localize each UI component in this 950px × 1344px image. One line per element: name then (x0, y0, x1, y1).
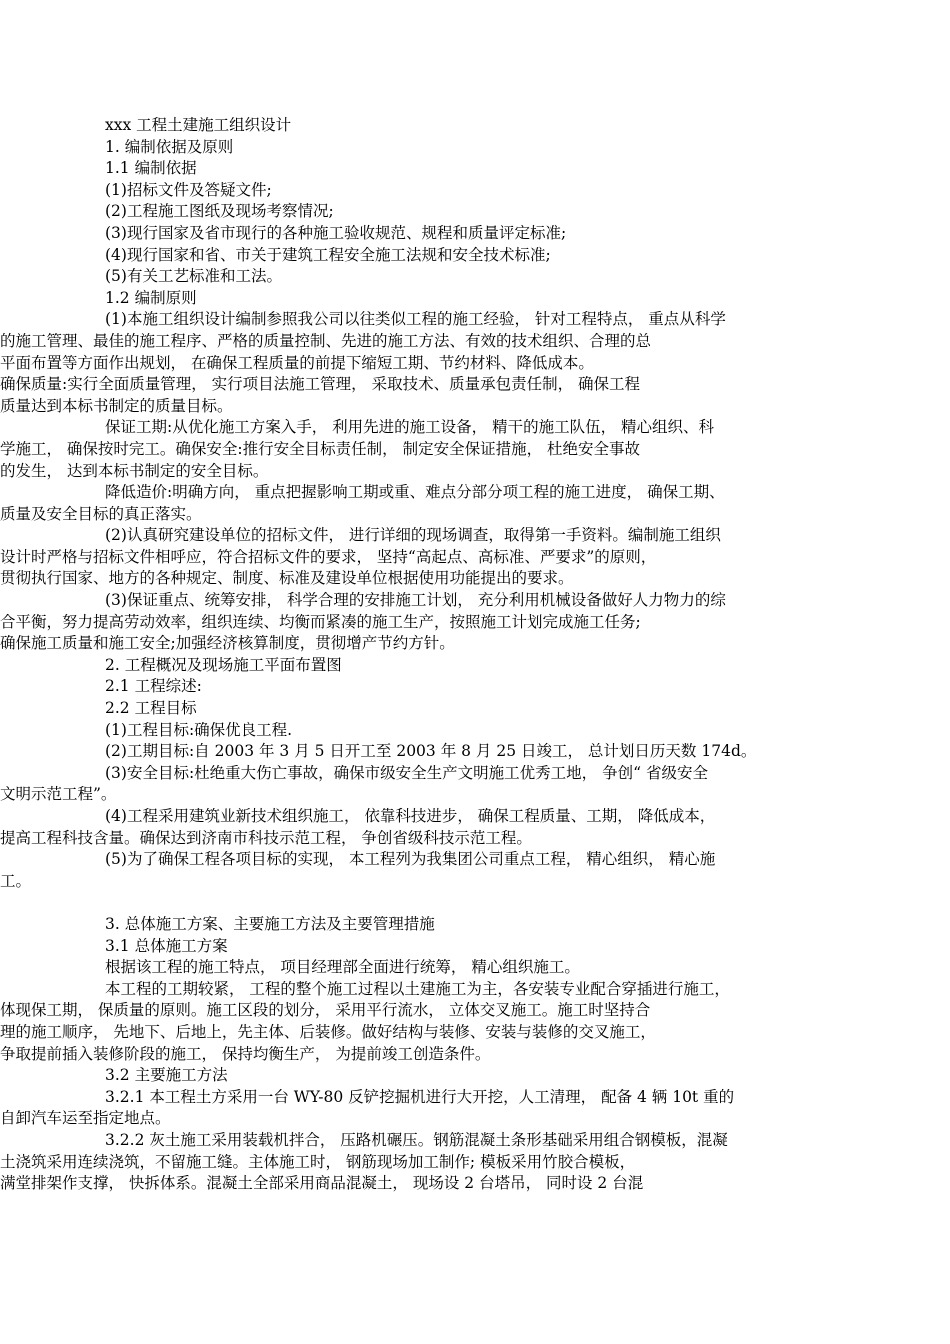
text-line: 的发生， 达到本标书制定的安全目标。 (0, 461, 269, 480)
text-line: (2)工程施工图纸及现场考察情况; (105, 202, 334, 221)
text-line: (3)保证重点、统筹安排， 科学合理的安排施工计划， 充分利用机械设备做好人力物力的综 (105, 591, 726, 610)
text-line: xxx 工程土建施工组织设计 (105, 116, 292, 134)
text-line: (2)工期目标:自 2003 年 3 月 5 日开工至 2003 年 8 月 25 日竣工， 总计划日历天数 174d。 (105, 742, 757, 761)
text-line: 3.2.1 本工程土方采用一台 WY-80 反铲挖掘机进行大开挖，人工清理， 配备 4 辆 10t 重的 (105, 1087, 735, 1106)
text-line: 根据该工程的施工特点， 项目经理部全面进行统筹， 精心组织施工。 (105, 958, 580, 977)
text-line: 贯彻执行国家、地方的各种规定、制度、标准及建设单位根据使用功能提出的要求。 (0, 569, 574, 588)
text-line: (2)认真研究建设单位的招标文件， 进行详细的现场调查，取得第一手资料。编制施工组织 (105, 526, 721, 545)
text-line: 工。 (0, 871, 32, 890)
blank-line (105, 892, 875, 914)
text-line: 学施工， 确保按时完工。确保安全:推行安全目标责任制， 制定安全保证措施， 杜绝安全事故 (0, 439, 641, 458)
text-line: (3)安全目标:杜绝重大伤亡事故，确保市级安全生产文明施工优秀工地， 争创“ 省级安全 (105, 763, 708, 782)
text-line: 体现保工期， 保质量的原则。施工区段的划分， 采用平行流水， 立体交叉施工。施工时坚持合 (0, 1001, 651, 1020)
text-line: 确保施工质量和施工安全;加强经济核算制度，贯彻增产节约方针。 (0, 634, 455, 653)
text-line: 确保质量:实行全面质量管理， 实行项目法施工管理， 采取技术、质量承包责任制， 确保工程 (0, 375, 641, 394)
text-line: 文明示范工程”。 (0, 785, 117, 804)
text-line: 理的施工顺序， 先地下、后地上，先主体、后装修。做好结构与装修、安装与装修的交叉施工， (0, 1022, 656, 1041)
text-line: (1)招标文件及答疑文件; (105, 180, 272, 199)
text-line: 争取提前插入装修阶段的施工， 保持均衡生产， 为提前竣工创造条件。 (0, 1044, 491, 1063)
text-line: (1)工程目标:确保优良工程. (105, 720, 293, 739)
text-line: 3.2.2 灰土施工采用装载机拌合， 压路机碾压。钢筋混凝土条形基础采用组合钢模板，混凝 (105, 1130, 728, 1149)
text-line: (4)现行国家和省、市关于建筑工程安全施工法规和安全技术标准; (105, 245, 551, 264)
text-line: 的施工管理、最佳的施工程序、严格的质量控制、先进的施工方法、有效的技术组织、合理的总 (0, 331, 652, 350)
document-body (0, 115, 875, 1195)
text-line: 质量及安全目标的真正落实。 (0, 504, 202, 523)
text-line: 3.2 主要施工方法 (105, 1066, 228, 1085)
text-line: 3. 总体施工方案、主要施工方法及主要管理措施 (105, 914, 435, 933)
text-line: 平面布置等方面作出规划， 在确保工程质量的前提下缩短工期、节约材料、降低成本。 (0, 353, 594, 372)
text-line: 土浇筑采用连续浇筑，不留施工缝。主体施工时， 钢筋现场加工制作; 模板采用竹胶合模板， (0, 1152, 636, 1171)
text-line: 本工程的工期较紧， 工程的整个施工过程以土建施工为主，各安装专业配合穿插进行施工， (105, 979, 730, 998)
text-line: (1)本施工组织设计编制参照我公司以往类似工程的施工经验， 针对工程特点， 重点从科学 (105, 310, 726, 329)
text-line: 合平衡，努力提高劳动效率，组织连续、均衡而紧凑的施工生产，按照施工计划完成施工任务; (0, 612, 641, 631)
text-line: 满堂排架作支撑， 快拆体系。混凝土全部采用商品混凝土， 现场设 2 台塔吊， 同时设 2 台混 (0, 1174, 644, 1193)
text-line: 2.2 工程目标 (105, 699, 197, 718)
text-line: (5)为了确保工程各项目标的实现， 本工程列为我集团公司重点工程， 精心组织， 精心施 (105, 850, 716, 869)
text-line: (5)有关工艺标准和工法。 (105, 267, 282, 286)
text-line: 1. 编制依据及原则 (105, 137, 234, 156)
text-line: 设计时严格与招标文件相呼应，符合招标文件的要求， 坚持“高起点、高标准、严要求”的原则， (0, 547, 657, 566)
text-line: 2. 工程概况及现场施工平面布置图 (105, 655, 342, 674)
text-line: (3)现行国家及省市现行的各种施工验收规范、规程和质量评定标准; (105, 223, 567, 242)
text-line: 1.2 编制原则 (105, 288, 197, 307)
text-line: 保证工期:从优化施工方案入手， 利用先进的施工设备， 精干的施工队伍， 精心组织、科 (105, 418, 715, 437)
text-line: 1.1 编制依据 (105, 159, 197, 178)
text-line: (4)工程采用建筑业新技术组织施工， 依靠科技进步， 确保工程质量、工期， 降低成本， (105, 807, 716, 825)
text-line: 2.1 工程综述: (105, 677, 202, 696)
text-line: 提高工程科技含量。确保达到济南市科技示范工程， 争创省级科技示范工程。 (0, 828, 532, 847)
text-line: 3.1 总体施工方案 (105, 936, 228, 955)
text-line: 降低造价:明确方向， 重点把握影响工期或重、难点分部分项工程的施工进度， 确保工期、 (105, 483, 725, 502)
text-line: 质量达到本标书制定的质量目标。 (0, 396, 233, 415)
text-line: 自卸汽车运至指定地点。 (0, 1109, 171, 1128)
